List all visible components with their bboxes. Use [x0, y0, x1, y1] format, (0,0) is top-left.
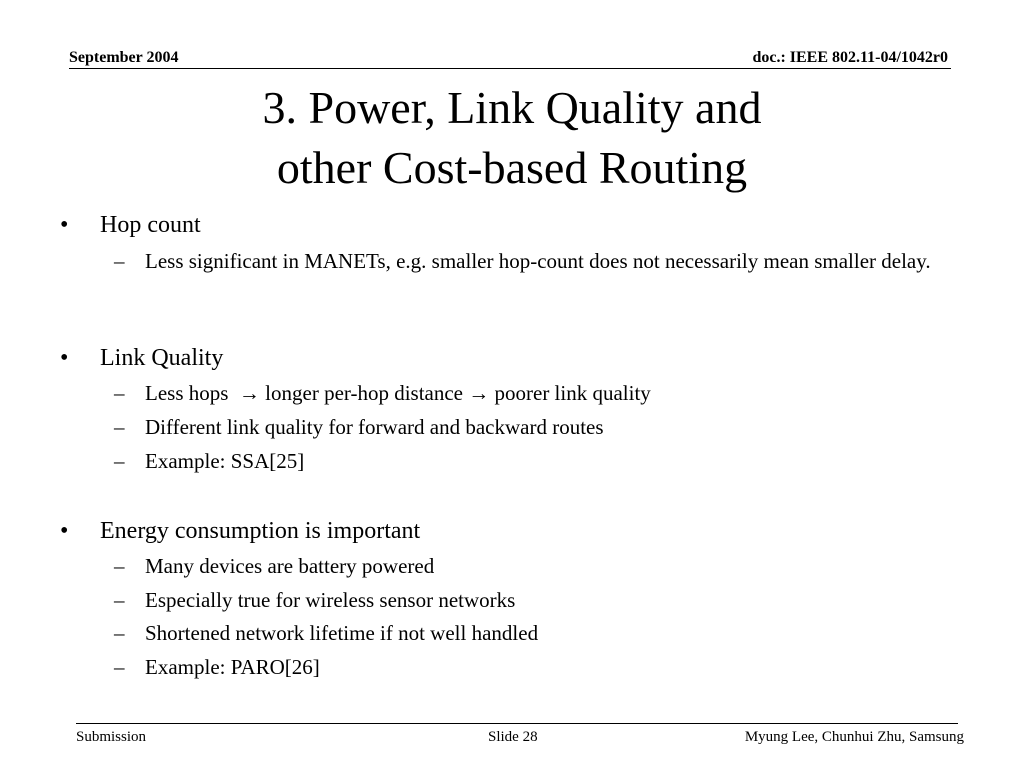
sub-item-text: Especially true for wireless sensor networks [145, 588, 516, 612]
footer-divider [76, 723, 958, 724]
bullet-marker: • [60, 345, 69, 371]
sub-item-text: Example: PARO[26] [145, 655, 320, 679]
slide-title-line-1: 3. Power, Link Quality and [262, 82, 762, 133]
footer-authors: Myung Lee, Chunhui Zhu, Samsung [744, 729, 964, 745]
dash-marker: – [114, 449, 125, 473]
sub-item [114, 586, 964, 615]
header-doc-id: doc.: IEEE 802.11-04/1042r0 [752, 49, 948, 66]
slide-title [0, 78, 1024, 198]
slide-title-line-2: other Cost-based Routing [276, 142, 748, 193]
dash-marker: – [114, 621, 125, 645]
dash-marker: – [114, 554, 125, 578]
sub-item [114, 619, 964, 648]
sub-item [114, 552, 964, 581]
bullet-text: Energy consumption is important [100, 518, 421, 544]
sub-item [114, 653, 964, 682]
bullet-hop-count [60, 211, 201, 239]
bullet-link-quality [60, 344, 223, 372]
bullet-energy-consumption [60, 517, 420, 545]
sub-item-text: Less hops → longer per-hop distance → poorer link quality [145, 381, 651, 405]
dash-marker: – [114, 381, 125, 405]
sub-item-text: Different link quality for forward and backward routes [145, 415, 604, 439]
sub-item [114, 379, 964, 408]
bullet-marker: • [60, 212, 69, 238]
sub-item-text: Less significant in MANETs, e.g. smaller hop-count does not necessarily mean smaller delay. [145, 249, 931, 273]
sub-item [114, 413, 964, 442]
footer-submission: Submission [76, 729, 147, 745]
dash-marker: – [114, 655, 125, 679]
bullet-marker: • [60, 518, 69, 544]
sub-item-text: Many devices are battery powered [145, 554, 435, 578]
sub-item [114, 247, 964, 276]
dash-marker: – [114, 415, 125, 439]
bullet-text: Hop count [100, 212, 201, 238]
bullet-text: Link Quality [100, 345, 224, 371]
sub-item [114, 447, 964, 476]
sub-item-text: Shortened network lifetime if not well handled [145, 621, 539, 645]
footer-slide-number: Slide 28 [488, 729, 538, 745]
sub-item-text: Example: SSA[25] [145, 449, 305, 473]
header-date: September 2004 [69, 49, 179, 66]
header-divider [69, 68, 951, 69]
dash-marker: – [114, 588, 125, 612]
dash-marker: – [114, 249, 125, 273]
